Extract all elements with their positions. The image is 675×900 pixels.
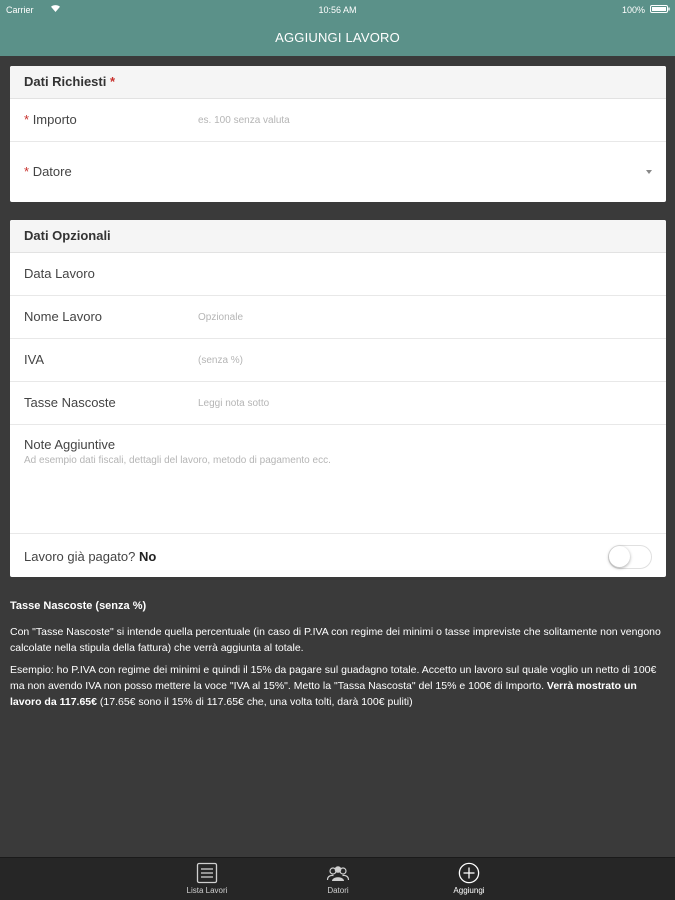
status-time: 10:56 AM bbox=[318, 5, 357, 15]
employer-row[interactable] bbox=[10, 142, 666, 202]
paid-label bbox=[24, 534, 156, 577]
chevron-down-icon[interactable] bbox=[646, 170, 652, 174]
required-asterisk: * bbox=[109, 74, 116, 89]
work-date-row[interactable] bbox=[10, 253, 666, 296]
paid-label-text: Lavoro già pagato? bbox=[24, 549, 136, 564]
note-paragraph-2-bold: Verrà mostrato un lavoro da 117.65€ bbox=[10, 680, 637, 708]
navigation-header bbox=[0, 0, 675, 56]
add-circle-icon bbox=[457, 862, 481, 884]
note-title: Tasse Nascoste (senza %) bbox=[10, 600, 147, 612]
toggle-knob bbox=[609, 546, 630, 567]
employer-label bbox=[24, 142, 72, 202]
paid-row bbox=[10, 534, 666, 577]
tab-aggiungi-label: Aggiungi bbox=[453, 886, 485, 895]
work-name-label: Nome Lavoro bbox=[24, 309, 103, 324]
amount-label bbox=[24, 99, 77, 141]
tab-aggiungi[interactable] bbox=[429, 858, 509, 900]
vat-row bbox=[10, 339, 666, 382]
required-data-header bbox=[10, 66, 666, 99]
work-date-label: Data Lavoro bbox=[24, 266, 95, 281]
hidden-tax-row bbox=[10, 382, 666, 425]
tab-bar bbox=[0, 857, 675, 900]
tab-datori-label: Datori bbox=[327, 886, 349, 895]
amount-label-text: Importo bbox=[32, 112, 77, 127]
vat-label: IVA bbox=[24, 352, 44, 367]
work-name-input[interactable] bbox=[198, 304, 638, 330]
note-paragraph-2-start: Esempio: ho P.IVA con regime dei minimi e quindi il 15% da pagare sul guadagno totale. Accetto un lavoro sul quale voglio un netto di 100€ ma non avendo IVA non posso mettere la voce "IVA al 15%". Metto la "Tassa Nascosta" del 15% e 100€ di Importo. bbox=[10, 664, 657, 692]
status-bar bbox=[0, 0, 675, 20]
note-paragraph-2-end: (17.65€ sono il 15% di 117.65€ che, una volta tolti, darà 100€ puliti) bbox=[96, 696, 413, 708]
tab-lista-lavori-label: Lista Lavori bbox=[186, 886, 228, 895]
people-icon bbox=[326, 862, 350, 884]
page-title: AGGIUNGI LAVORO bbox=[275, 30, 400, 45]
tab-datori[interactable] bbox=[298, 858, 378, 900]
notes-row bbox=[10, 425, 666, 534]
paid-toggle[interactable] bbox=[608, 545, 652, 569]
carrier-label: Carrier bbox=[6, 5, 34, 15]
optional-data-card bbox=[10, 220, 666, 577]
employer-label-text: Datore bbox=[32, 164, 72, 179]
notes-textarea[interactable] bbox=[24, 455, 644, 525]
amount-row bbox=[10, 99, 666, 142]
list-icon bbox=[196, 862, 218, 884]
employer-required-asterisk: * bbox=[24, 164, 30, 179]
required-data-card bbox=[10, 66, 666, 202]
hidden-tax-label: Tasse Nascoste bbox=[24, 395, 116, 410]
vat-input[interactable] bbox=[198, 347, 638, 373]
note-paragraph-2 bbox=[10, 662, 662, 710]
optional-data-title: Dati Opzionali bbox=[24, 228, 111, 243]
work-name-row bbox=[10, 296, 666, 339]
battery-percentage: 100% bbox=[621, 5, 645, 15]
notes-label: Note Aggiuntive bbox=[24, 437, 116, 452]
amount-required-asterisk: * bbox=[24, 112, 30, 127]
note-paragraph-1: Con "Tasse Nascoste" si intende quella percentuale (in caso di P.IVA con regime dei minimi o tasse impreviste che solitamente non vengono calcolate nella stipula della fattura) che verrà aggiunta al totale. bbox=[10, 626, 661, 654]
optional-data-header bbox=[10, 220, 666, 253]
paid-value: No bbox=[138, 549, 157, 564]
hidden-tax-input[interactable] bbox=[198, 390, 638, 416]
amount-input[interactable] bbox=[198, 107, 638, 133]
required-data-title: Dati Richiesti bbox=[24, 74, 107, 89]
tab-lista-lavori[interactable] bbox=[167, 858, 247, 900]
battery-icon bbox=[650, 5, 670, 13]
hidden-tax-note bbox=[10, 598, 662, 716]
